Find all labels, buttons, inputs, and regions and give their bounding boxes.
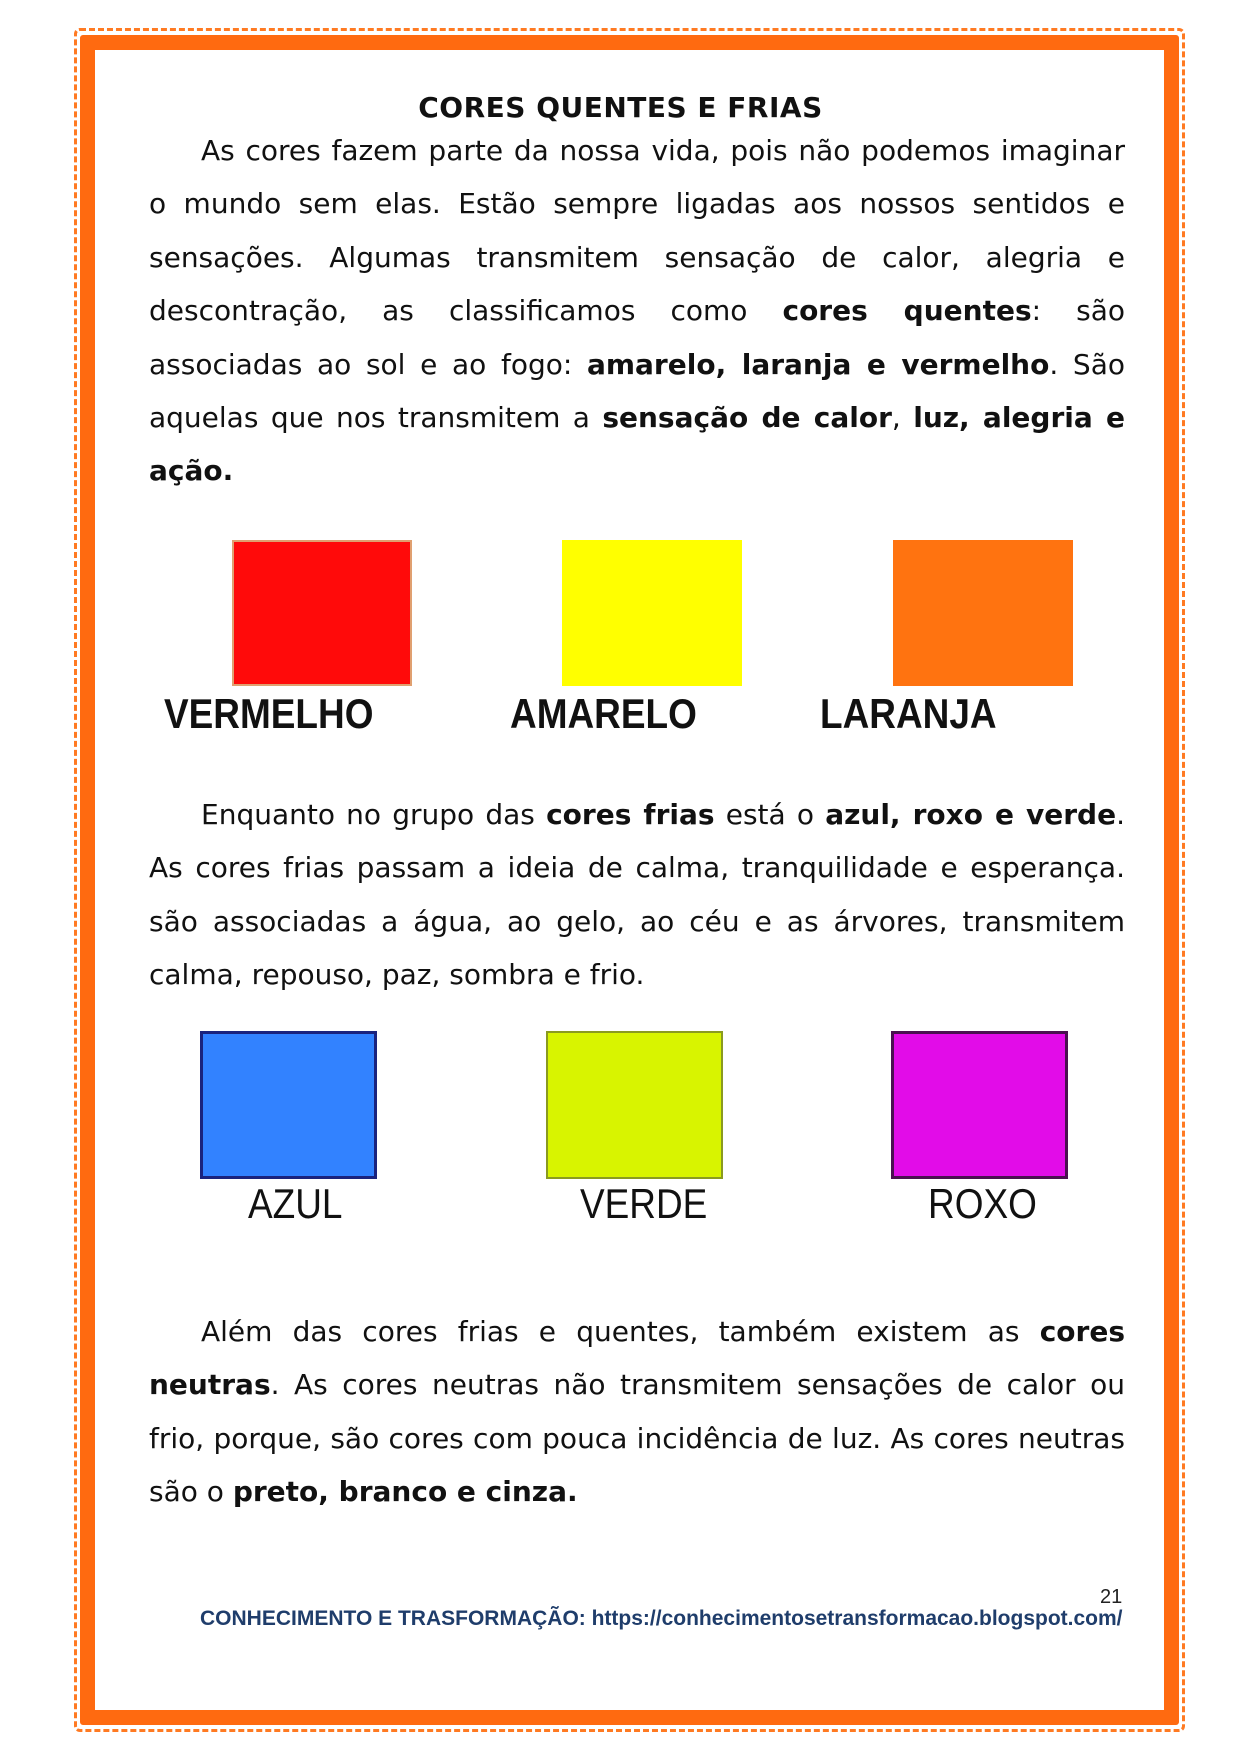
text-run: Além das cores frias e quentes, também existem as — [201, 1315, 1040, 1348]
paragraph-warm-colors — [149, 124, 1125, 498]
text-run: . As cores neutras não transmitem sensações de calor ou frio, porque, são cores com pouca incidência de luz. As cores neutras são o — [149, 1368, 1125, 1509]
footer-text: CONHECIMENTO E TRASFORMAÇÃO: https://conhecimentosetransformacao.blogspot.com/ — [200, 1607, 1123, 1630]
bold-run: preto, branco e cinza. — [232, 1475, 578, 1509]
paragraph-neutral-colors — [149, 1305, 1125, 1519]
bold-run: cores frias — [546, 798, 715, 831]
label-roxo: ROXO — [928, 1180, 1037, 1227]
bold-run: cores quentes — [782, 294, 1032, 328]
bold-run: luz, alegria e ação. — [149, 401, 1126, 488]
text-run: está o — [714, 798, 826, 831]
bold-run: azul, roxo e verde — [825, 798, 1117, 831]
text-run: : são associadas ao sol e ao fogo: — [149, 294, 1125, 381]
swatch-amarelo — [562, 540, 742, 686]
swatch-azul — [200, 1031, 377, 1179]
text-run: . As cores frias passam a ideia de calma, tranquilidade e esperança. são associadas a água, ao gelo, ao céu e as árvores, transmitem calma, repouso, paz, sombra e frio. — [149, 798, 1125, 992]
bold-run: sensação de calor — [602, 401, 892, 435]
paragraph-cool-colors — [149, 788, 1125, 1002]
text-run: Enquanto no grupo das — [201, 798, 547, 831]
bold-run: cores neutras — [149, 1315, 1125, 1402]
label-azul: AZUL — [248, 1180, 343, 1227]
swatch-verde — [546, 1031, 723, 1179]
label-verde: VERDE — [580, 1180, 708, 1227]
label-laranja: LARANJA — [820, 690, 997, 737]
label-amarelo: AMARELO — [510, 690, 697, 737]
page-number: 21 — [1100, 1586, 1123, 1608]
swatch-laranja — [893, 540, 1073, 686]
swatch-roxo — [891, 1031, 1068, 1179]
text-run: As cores fazem parte da nossa vida, pois não podemos imaginar o mundo sem elas. Estão sempre ligadas aos nossos sentidos e sensações. Algumas transmitem sensação de calor, alegria e descontração, as classificamos como — [149, 134, 1125, 328]
bold-run: amarelo, laranja e vermelho — [586, 347, 1050, 381]
swatch-vermelho — [232, 540, 412, 686]
page-title: CORES QUENTES E FRIAS — [418, 91, 823, 124]
label-vermelho: VERMELHO — [164, 690, 374, 737]
text-run: . São aquelas que nos transmitem a — [149, 347, 1125, 435]
text-run: , — [891, 401, 914, 435]
